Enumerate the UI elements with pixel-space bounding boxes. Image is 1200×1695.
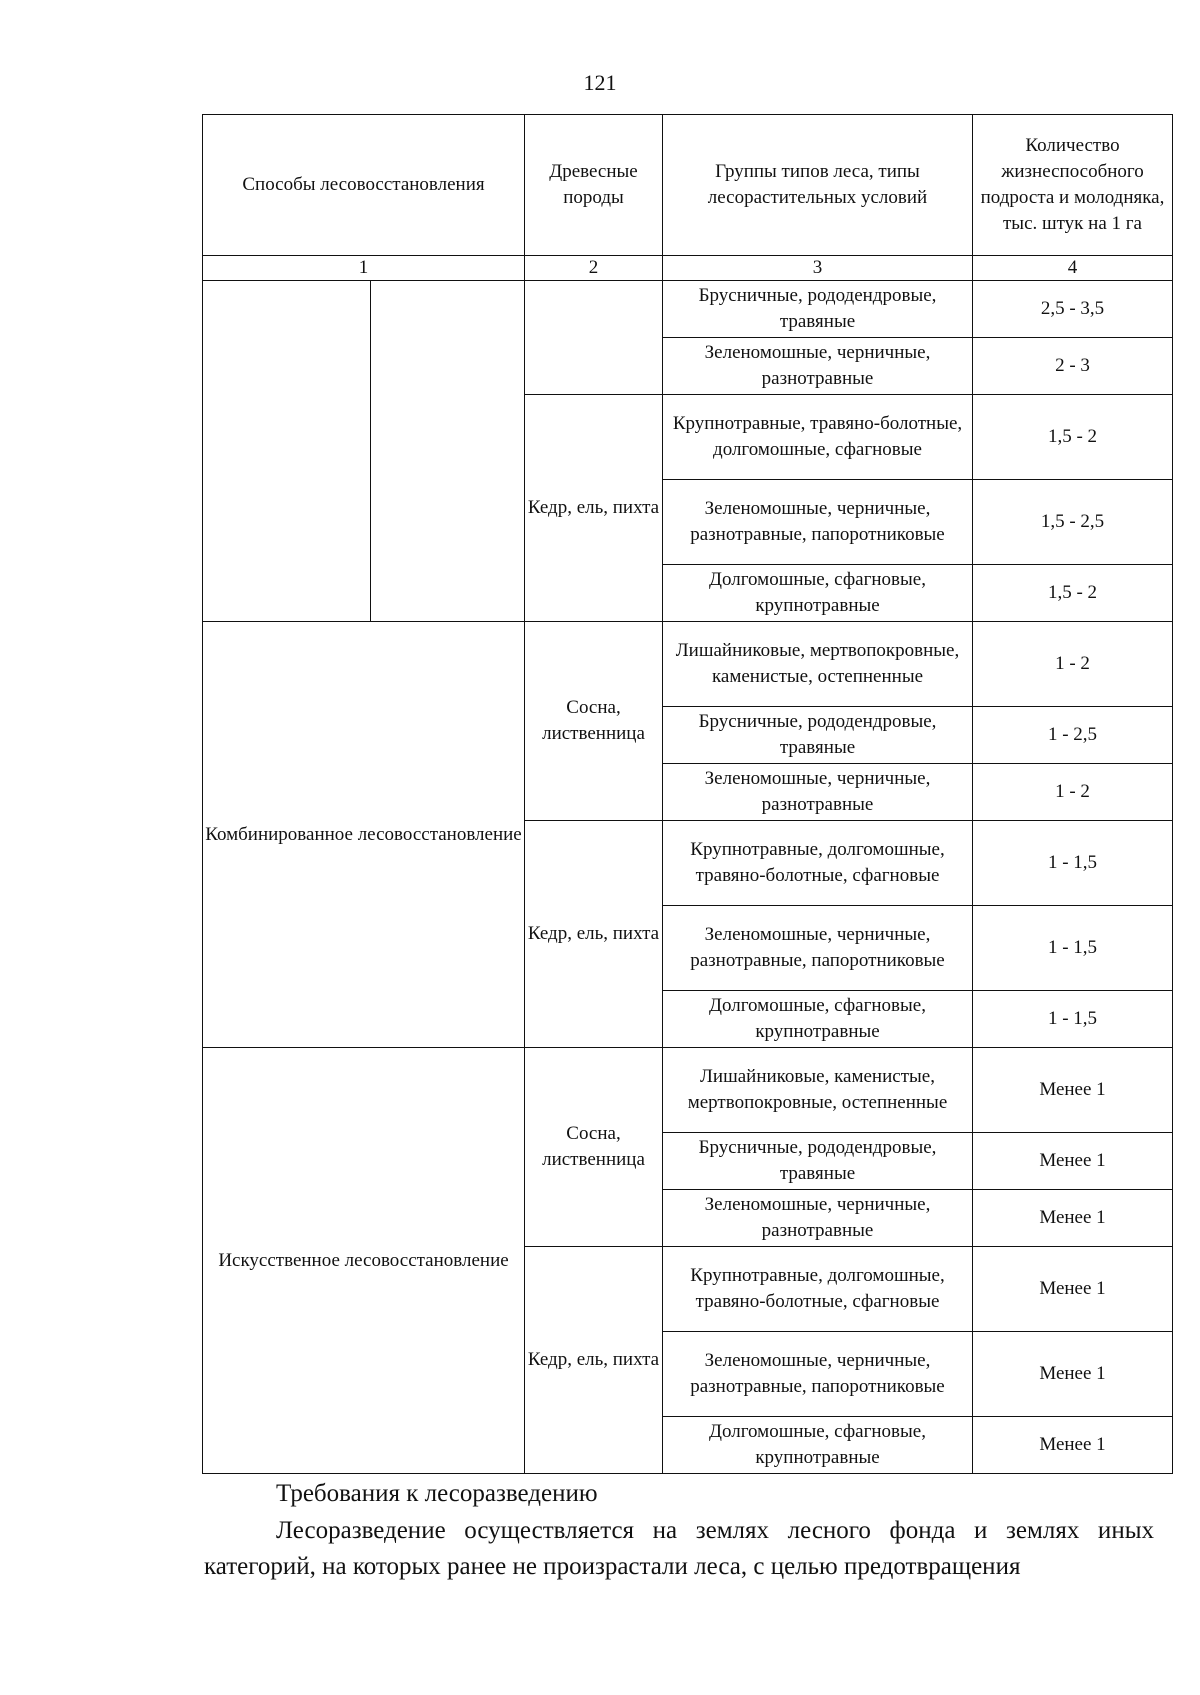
forest-group-cell: Долгомошные, сфагновые, крупнотравные <box>663 565 973 622</box>
quantity-cell: 1,5 - 2,5 <box>973 480 1173 565</box>
quantity-cell: Менее 1 <box>973 1048 1173 1133</box>
quantity-cell: 1 - 1,5 <box>973 906 1173 991</box>
page-number: 121 <box>583 70 617 95</box>
species-cell: Кедр, ель, пихта <box>525 1247 663 1474</box>
forest-group-cell: Зеленомошные, черничные, разнотравные, папоротниковые <box>663 480 973 565</box>
header-species: Древесные породы <box>525 115 663 256</box>
forest-group-cell: Брусничные, рододендровые, травяные <box>663 281 973 338</box>
column-number-1: 1 <box>203 256 525 281</box>
header-methods: Способы лесовосстановления <box>203 115 525 256</box>
column-number-3: 3 <box>663 256 973 281</box>
forest-group-cell: Крупнотравные, травяно-болотные, долгомошные, сфагновые <box>663 395 973 480</box>
quantity-cell: 1 - 1,5 <box>973 821 1173 906</box>
body-paragraph: Лесоразведение осуществляется на землях лесного фонда и землях иных категорий, на которых ранее не произрастали леса, с целью предотвращения <box>204 1517 1154 1580</box>
forest-group-cell: Лишайниковые, каменистые, мертвопокровные, остепненные <box>663 1048 973 1133</box>
quantity-cell: Менее 1 <box>973 1332 1173 1417</box>
forest-group-cell: Крупнотравные, долгомошные, травяно-болотные, сфагновые <box>663 821 973 906</box>
quantity-cell: 1 - 2 <box>973 622 1173 707</box>
species-cell: Кедр, ель, пихта <box>525 395 663 622</box>
quantity-cell: 1 - 1,5 <box>973 991 1173 1048</box>
forest-group-cell: Крупнотравные, долгомошные, травяно-болотные, сфагновые <box>663 1247 973 1332</box>
species-cell: Кедр, ель, пихта <box>525 821 663 1048</box>
forest-group-cell: Зеленомошные, черничные, разнотравные, папоротниковые <box>663 906 973 991</box>
quantity-cell: Менее 1 <box>973 1417 1173 1474</box>
forest-group-cell: Долгомошные, сфагновые, крупнотравные <box>663 1417 973 1474</box>
forest-group-cell: Лишайниковые, мертвопокровные, каменистые, остепненные <box>663 622 973 707</box>
quantity-cell: Менее 1 <box>973 1190 1173 1247</box>
forest-group-cell: Зеленомошные, черничные, разнотравные, папоротниковые <box>663 1332 973 1417</box>
column-number-4: 4 <box>973 256 1173 281</box>
quantity-cell: 1 - 2 <box>973 764 1173 821</box>
forest-group-cell: Зеленомошные, черничные, разнотравные <box>663 1190 973 1247</box>
forest-group-cell: Зеленомошные, черничные, разнотравные <box>663 764 973 821</box>
quantity-cell: 2,5 - 3,5 <box>973 281 1173 338</box>
method-cell-artificial: Искусственное лесовосстановление <box>203 1048 525 1474</box>
species-cell: Сосна, лиственница <box>525 622 663 821</box>
header-forest-groups: Группы типов леса, типы лесорастительных условий <box>663 115 973 256</box>
section-heading: Требования к лесоразведению <box>276 1480 598 1507</box>
forest-group-cell: Долгомошные, сфагновые, крупнотравные <box>663 991 973 1048</box>
quantity-cell: 1,5 - 2 <box>973 565 1173 622</box>
forest-group-cell: Брусничные, рододендровые, травяные <box>663 707 973 764</box>
quantity-cell: Менее 1 <box>973 1247 1173 1332</box>
quantity-cell: 1,5 - 2 <box>973 395 1173 480</box>
quantity-cell: Менее 1 <box>973 1133 1173 1190</box>
quantity-cell: 1 - 2,5 <box>973 707 1173 764</box>
forest-group-cell: Зеленомошные, черничные, разнотравные <box>663 338 973 395</box>
species-cell-empty <box>525 281 663 395</box>
reforestation-table <box>202 114 1173 1474</box>
method-cell-combined: Комбинированное лесовосстановление <box>203 622 525 1048</box>
quantity-cell: 2 - 3 <box>973 338 1173 395</box>
column-number-2: 2 <box>525 256 663 281</box>
method-cell-continued-right <box>371 281 525 622</box>
species-cell: Сосна, лиственница <box>525 1048 663 1247</box>
header-quantity: Количество жизнеспособного подроста и молодняка, тыс. штук на 1 га <box>973 115 1173 256</box>
method-cell-continued-left <box>203 281 371 622</box>
forest-group-cell: Брусничные, рододендровые, травяные <box>663 1133 973 1190</box>
